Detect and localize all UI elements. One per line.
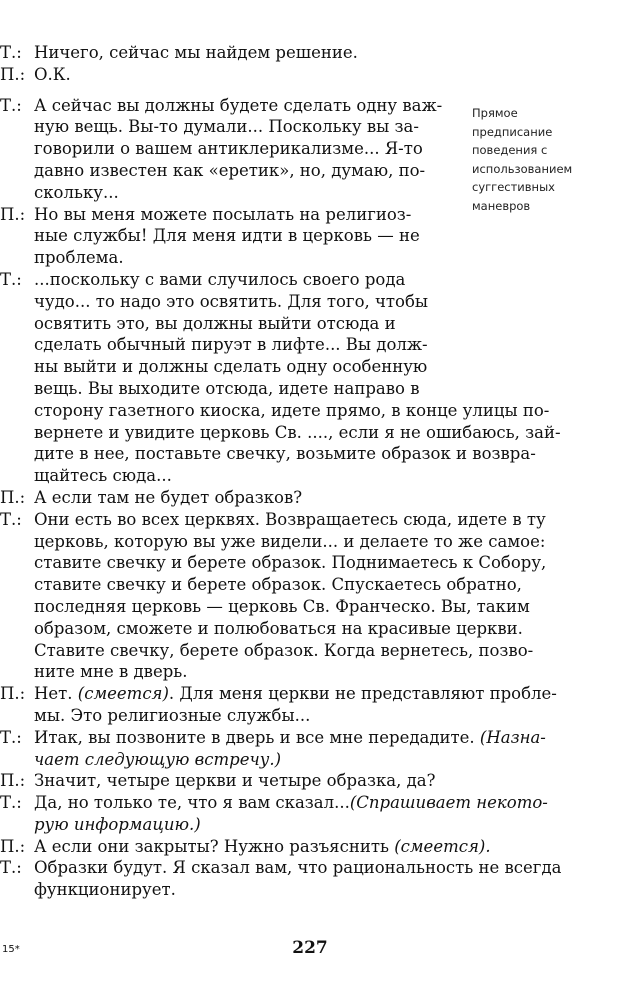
stage-direction: (смеется).: [394, 836, 491, 856]
line-text: Они есть во всех церквях. Возвращаетесь сюда, идете в ту: [34, 509, 546, 529]
dialogue-turn: [0, 727, 560, 771]
line-text: . Для меня церкви не представляют пробле-: [168, 684, 557, 704]
line-text: вещь. Вы выходите отсюда, идете направо в: [34, 378, 420, 398]
text-line: [0, 770, 560, 792]
speaker-label: Т.:: [0, 727, 22, 747]
text-line: [0, 356, 560, 378]
line-text: последняя церковь — церковь Св. Франческо. Вы, таким: [34, 596, 530, 616]
speaker-label: Т.:: [0, 509, 22, 529]
line-text: Но вы меня можете посылать на религиоз-: [34, 204, 412, 224]
text-line: [0, 247, 560, 269]
line-text: Значит, четыре церкви и четыре образка, да?: [34, 771, 436, 791]
page-number: 227: [292, 938, 328, 958]
speaker-label: П.:: [0, 684, 26, 704]
margin-note-line: маневров: [472, 198, 531, 213]
dialogue-turn: [0, 509, 560, 683]
dialogue-turn: [0, 836, 560, 858]
speaker-label: П.:: [0, 487, 26, 507]
text-line: [0, 792, 560, 814]
text-line: [0, 422, 560, 444]
dialogue-turn: [0, 792, 560, 836]
text-line: [0, 705, 560, 727]
line-text: А если они закрыты? Нужно разъяснить: [34, 836, 395, 856]
line-text: образом, сможете и полюбоваться на красивые церкви.: [34, 618, 523, 638]
speaker-label: Т.:: [0, 269, 22, 289]
dialogue-turn: [0, 487, 560, 509]
text-line: [0, 552, 560, 574]
text-line: [0, 879, 560, 901]
dialogue-turn: [0, 42, 560, 64]
line-text: ...поскольку с вами случилось своего рода: [34, 269, 406, 289]
line-text: церковь, которую вы уже видели... и делаете то же самое:: [34, 531, 546, 551]
speaker-label: П.:: [0, 204, 26, 224]
margin-note: [472, 104, 620, 216]
text-line: [0, 574, 560, 596]
line-text: проблема.: [34, 248, 124, 268]
text-line: [0, 378, 560, 400]
line-text: А если там не будет образков?: [34, 487, 303, 507]
line-text: Да, но только те, что я вам сказал...: [34, 793, 350, 813]
stage-direction: (Спрашивает некото-: [349, 793, 548, 813]
text-line: [0, 443, 560, 465]
line-text: ставите свечку и берете образок. Поднимаетесь к Собору,: [34, 553, 547, 573]
text-line: [0, 596, 560, 618]
text-line: [0, 313, 560, 335]
line-text: сделать обычный пируэт в лифте... Вы долж-: [34, 335, 428, 355]
text-line: [0, 42, 560, 64]
line-text: говорили о вашем антиклерикализме... Я-то: [34, 139, 423, 159]
line-text: ните мне в дверь.: [34, 662, 188, 682]
text-line: [0, 857, 560, 879]
margin-note-line: Прямое: [472, 106, 518, 120]
speaker-label: П.:: [0, 64, 26, 84]
text-line: [0, 531, 560, 553]
line-text: ны выйти и должны сделать одну особенную: [34, 357, 428, 377]
stage-direction: (смеется): [77, 684, 169, 704]
line-text: вернете и увидите церковь Св. ...., если я не ошибаюсь, зай-: [34, 422, 561, 442]
line-text: Образки будут. Я сказал вам, что рациональность не всегда: [34, 858, 562, 878]
text-line: [0, 64, 560, 86]
line-text: А сейчас вы должны будете сделать одну важ-: [34, 95, 443, 115]
line-text: ставите свечку и берете образок. Спускаетесь обратно,: [34, 575, 522, 595]
line-text: Нет.: [34, 684, 78, 704]
stage-direction: чает следующую встречу.): [34, 749, 282, 769]
line-text: скольку...: [34, 182, 119, 202]
text-line: [0, 727, 560, 749]
printer-signature-mark: 15*: [2, 944, 20, 955]
text-line: [0, 814, 560, 836]
line-text: давно известен как «еретик», но, думаю, по-: [34, 160, 426, 180]
dialogue-turn: [0, 770, 560, 792]
line-text: Ничего, сейчас мы найдем решение.: [34, 43, 358, 62]
speaker-label: Т.:: [0, 95, 22, 115]
line-text: освятить это, вы должны выйти отсюда и: [34, 313, 396, 333]
line-text: ную вещь. Вы-то думали... Поскольку вы за-: [34, 117, 419, 137]
text-line: [0, 465, 560, 487]
line-text: дите в нее, поставьте свечку, возьмите образок и возвра-: [34, 444, 536, 464]
text-line: [0, 618, 560, 640]
speaker-label: П.:: [0, 836, 26, 856]
line-text: Итак, вы позвоните в дверь и все мне передадите.: [34, 727, 480, 747]
text-line: [0, 400, 560, 422]
text-line: [0, 836, 560, 858]
text-line: [0, 749, 560, 771]
dialogue-turn: [0, 64, 560, 86]
text-line: [0, 291, 560, 313]
text-line: [0, 487, 560, 509]
line-text: чудо... то надо это освятить. Для того, чтобы: [34, 291, 429, 311]
text-line: [0, 334, 560, 356]
margin-note-line: предписание: [472, 124, 553, 139]
speaker-label: Т.:: [0, 858, 22, 878]
margin-note-line: суггестивных: [472, 180, 555, 195]
speaker-label: Т.:: [0, 793, 22, 813]
line-text: мы. Это религиозные службы...: [34, 705, 311, 725]
line-text: сторону газетного киоска, идете прямо, в конце улицы по-: [34, 400, 550, 420]
dialogue-turn: [0, 857, 560, 901]
dialogue-turn: [0, 683, 560, 727]
line-text: функционирует.: [34, 880, 176, 900]
margin-note-line: использованием: [472, 161, 573, 176]
line-text: ные службы! Для меня идти в церковь — не: [34, 226, 420, 246]
text-line: [0, 509, 560, 531]
stage-direction: рую информацию.): [34, 814, 201, 834]
text-line: [0, 640, 560, 662]
line-text: щайтесь сюда...: [34, 466, 172, 486]
margin-note-line: поведения с: [472, 143, 548, 158]
speaker-label: Т.:: [0, 43, 22, 62]
text-line: [0, 225, 560, 247]
text-line: [0, 683, 560, 705]
line-text: Ставите свечку, берете образок. Когда вернетесь, позво-: [34, 640, 534, 660]
text-line: [0, 269, 560, 291]
text-line: [0, 661, 560, 683]
speaker-label: П.:: [0, 771, 26, 791]
stage-direction: (Назна-: [479, 727, 546, 747]
line-text: О.К.: [34, 64, 71, 84]
dialogue-turn: [0, 269, 560, 487]
